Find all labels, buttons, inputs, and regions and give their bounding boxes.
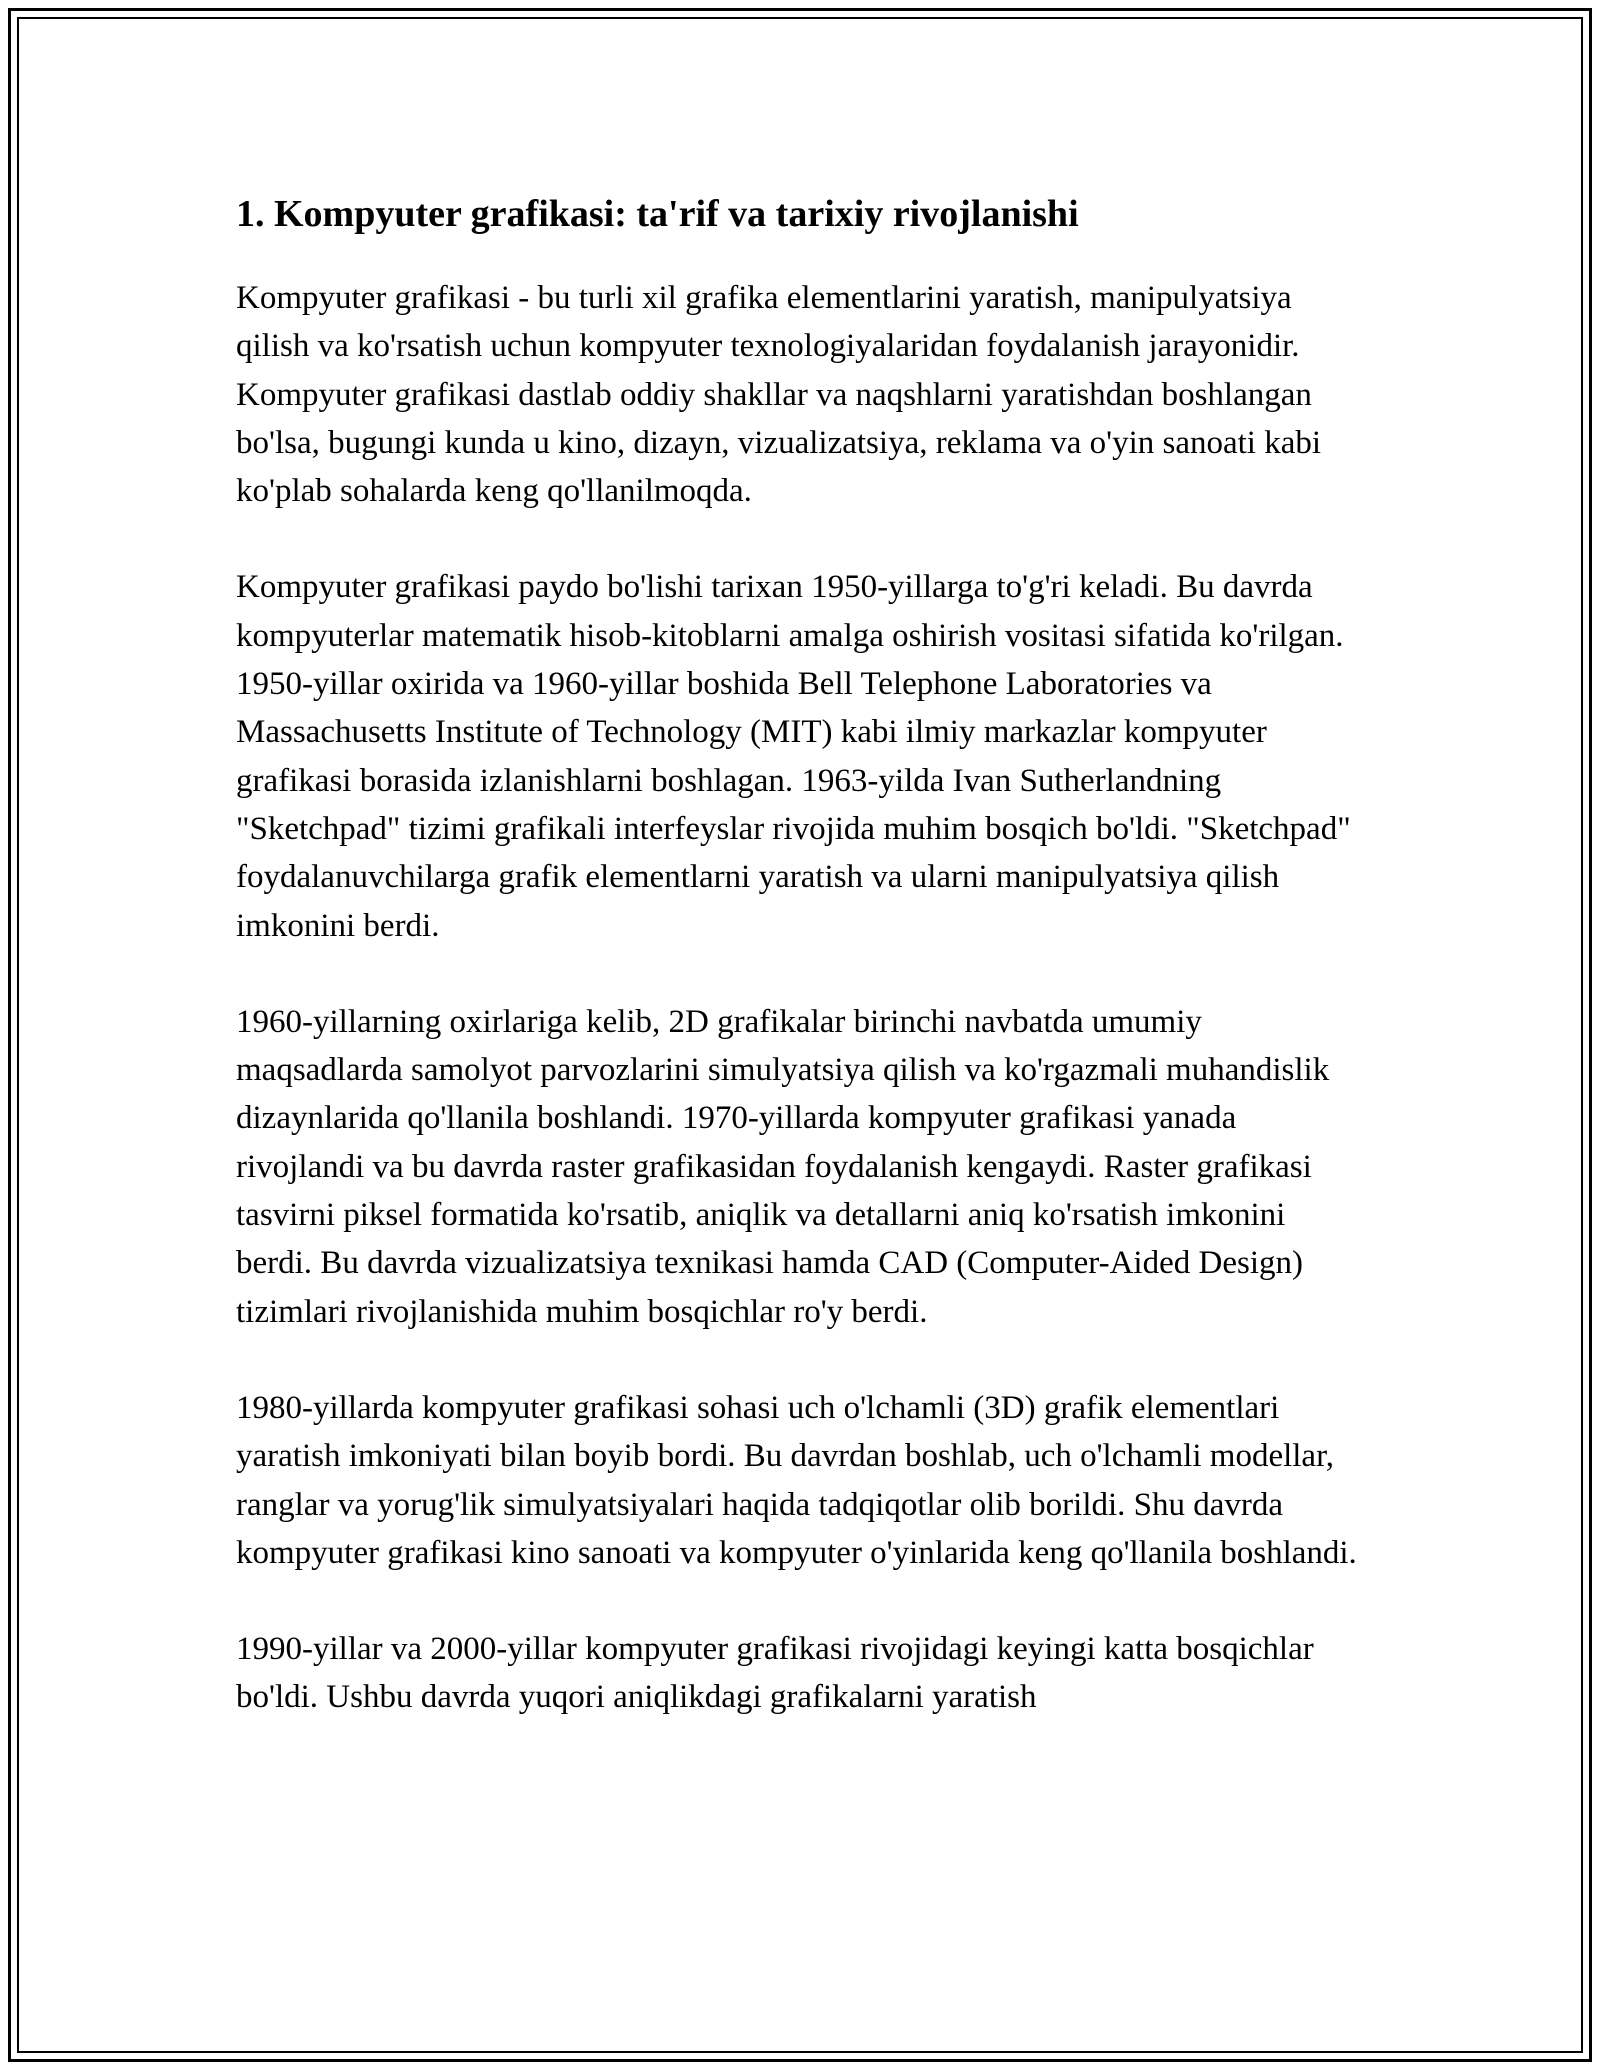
paragraph-1980s: 1980-yillarda kompyuter grafikasi sohasi uch o'lchamli (3D) grafik elementlari yaratish imkoniyati bilan boyib bordi. Bu davrdan boshlab, uch o'lchamli modellar, ranglar va yorug'lik simulyatsiyalari haqida tadqiqotlar olib borildi. Shu davrda kompyuter grafikasi kino sanoati va kompyuter o'yinlarida keng qo'llanila boshlandi. <box>236 1389 1357 1571</box>
paragraph-definition: Kompyuter grafikasi - bu turli xil grafika elementlarini yaratish, manipulyatsiya qilish va ko'rsatish uchun kompyuter texnologiyalaridan foydalanish jarayonidir. Kompyuter grafikasi dastlab oddiy shakllar va naqshlarni yaratishdan boshlangan bo'lsa, bugungi kunda u kino, dizayn, vizualizatsiya, reklama va o'yin sanoati kabi ko'plab sohalarda keng qo'llanilmoqda. <box>236 280 1322 510</box>
paragraph-list <box>236 274 1366 1722</box>
section-heading: 1. Kompyuter grafikasi: ta'rif va tarixiy rivojlanishi <box>236 193 1079 235</box>
paragraph-1960s-1970s: 1960-yillarning oxirlariga kelib, 2D grafikalar birinchi navbatda umumiy maqsadlarda samolyot parvozlarini simulyatsiya qilish va ko'rgazmali muhandislik dizaynlarida qo'llanila boshlandi. 1970-yillarda kompyuter grafikasi yanada rivojlandi va bu davrda raster grafikasidan foydalanish kengaydi. Raster grafikasi tasvirni piksel formatida ko'rsatib, aniqlik va detallarni aniq ko'rsatish imkonini berdi. Bu davrda vizualizatsiya texnikasi hamda CAD (Computer-Aided Design) tizimlari rivojlanishida muhim bosqichlar ro'y berdi. <box>236 1003 1330 1330</box>
paragraph-1950s: Kompyuter grafikasi paydo bo'lishi tarixan 1950-yillarga to'g'ri keladi. Bu davrda kompyuterlar matematik hisob-kitoblarni amalga oshirish vositasi sifatida ko'rilgan. 1950-yillar oxirida va 1960-yillar boshida Bell Telephone Laboratories va Massachusetts Institute of Technology (MIT) kabi ilmiy markazlar kompyuter grafikasi borasida izlanishlarni boshlagan. 1963-yilda Ivan Sutherlandning "Sketchpad" tizimi grafikali interfeyslar rivojida muhim bosqich bo'ldi. "Sketchpad" foydalanuvchilarga grafik elementlarni yaratish va ularni manipulyatsiya qilish imkonini berdi. <box>236 569 1351 944</box>
document-body <box>236 188 1366 1770</box>
paragraph-1990s-2000s: 1990-yillar va 2000-yillar kompyuter grafikasi rivojidagi keyingi katta bosqichlar bo'ldi. Ushbu davrda yuqori aniqlikdagi grafikalarni yaratish <box>236 1631 1314 1716</box>
